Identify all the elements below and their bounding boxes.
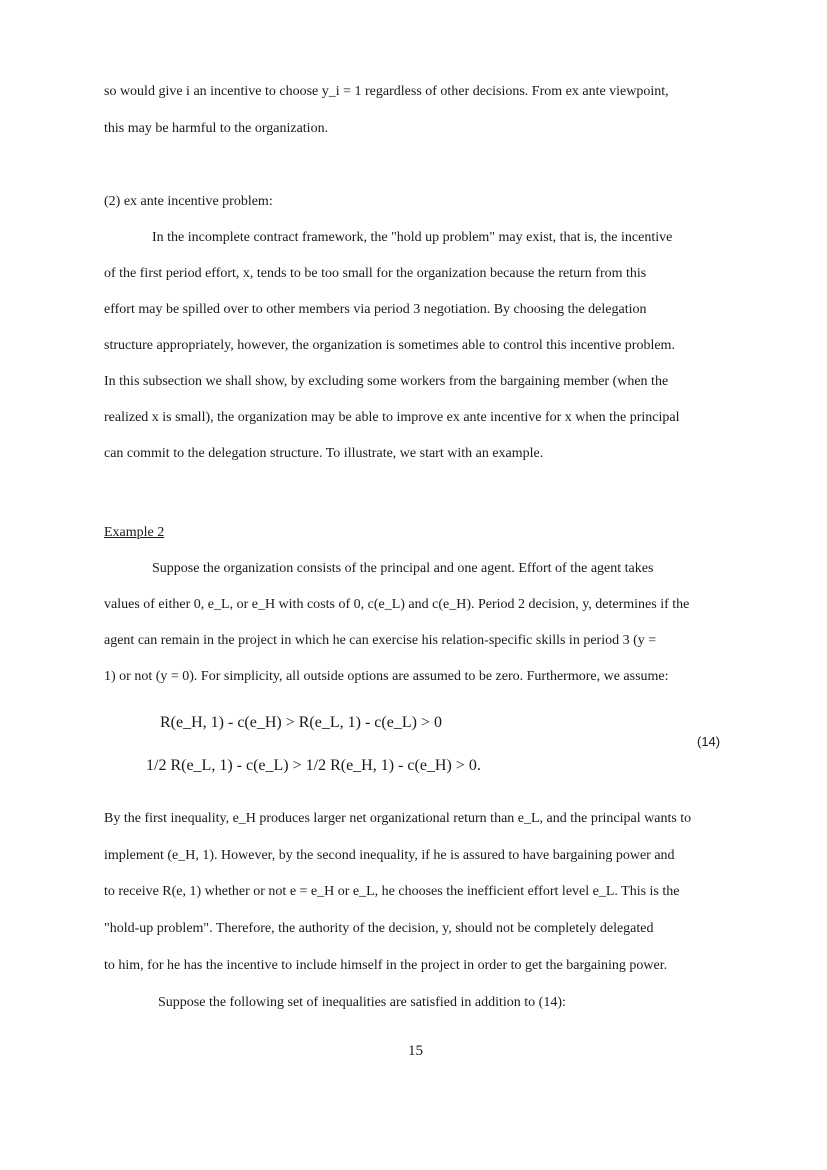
text-line: In the incomplete contract framework, the "hold up problem" may exist, that is, the incentive xyxy=(152,230,673,245)
text-line: to receive R(e, 1) whether or not e = e_H or e_L, he chooses the inefficient effort level e_L. This is the xyxy=(104,884,680,899)
text-line: realized x is small), the organization may be able to improve ex ante incentive for x when the principal xyxy=(104,410,680,425)
text-line: values of either 0, e_L, or e_H with costs of 0, c(e_L) and c(e_H). Period 2 decision, y, determines if the xyxy=(104,597,690,612)
equation-line-1: R(e_H, 1) - c(e_H) > R(e_L, 1) - c(e_L) > 0 xyxy=(160,714,442,731)
text-line: so would give i an incentive to choose y_i = 1 regardless of other decisions. From ex ante viewpoint, xyxy=(104,84,669,99)
text-line: structure appropriately, however, the organization is sometimes able to control this incentive problem. xyxy=(104,338,675,353)
equation-number: (14) xyxy=(697,734,721,749)
text-line: In this subsection we shall show, by excluding some workers from the bargaining member (when the xyxy=(104,374,669,389)
equation-line-2: 1/2 R(e_L, 1) - c(e_L) > 1/2 R(e_H, 1) - c(e_H) > 0. xyxy=(146,757,481,774)
text-line: "hold-up problem". Therefore, the authority of the decision, y, should not be completely delegated xyxy=(104,921,654,936)
text-line: of the first period effort, x, tends to be too small for the organization because the return from this xyxy=(104,266,647,281)
text-line: Suppose the organization consists of the principal and one agent. Effort of the agent takes xyxy=(152,561,654,576)
text-line: this may be harmful to the organization. xyxy=(104,121,329,136)
text-line: to him, for he has the incentive to include himself in the project in order to get the bargaining power. xyxy=(104,958,668,973)
text-line: implement (e_H, 1). However, by the second inequality, if he is assured to have bargaining power and xyxy=(104,848,675,863)
text-line: effort may be spilled over to other members via period 3 negotiation. By choosing the delegation xyxy=(104,302,647,317)
text-line: agent can remain in the project in which he can exercise his relation-specific skills in period 3 (y = xyxy=(104,633,657,648)
text-line: Suppose the following set of inequalities are satisfied in addition to (14): xyxy=(158,995,566,1010)
section-heading: (2) ex ante incentive problem: xyxy=(104,194,273,209)
page-number: 15 xyxy=(408,1043,423,1059)
example-heading: Example 2 xyxy=(104,525,165,540)
text-line: By the first inequality, e_H produces larger net organizational return than e_L, and the principal wants to xyxy=(104,811,692,826)
text-line: 1) or not (y = 0). For simplicity, all outside options are assumed to be zero. Furthermore, we assume: xyxy=(104,669,669,684)
text-line: can commit to the delegation structure. To illustrate, we start with an example. xyxy=(104,446,544,461)
